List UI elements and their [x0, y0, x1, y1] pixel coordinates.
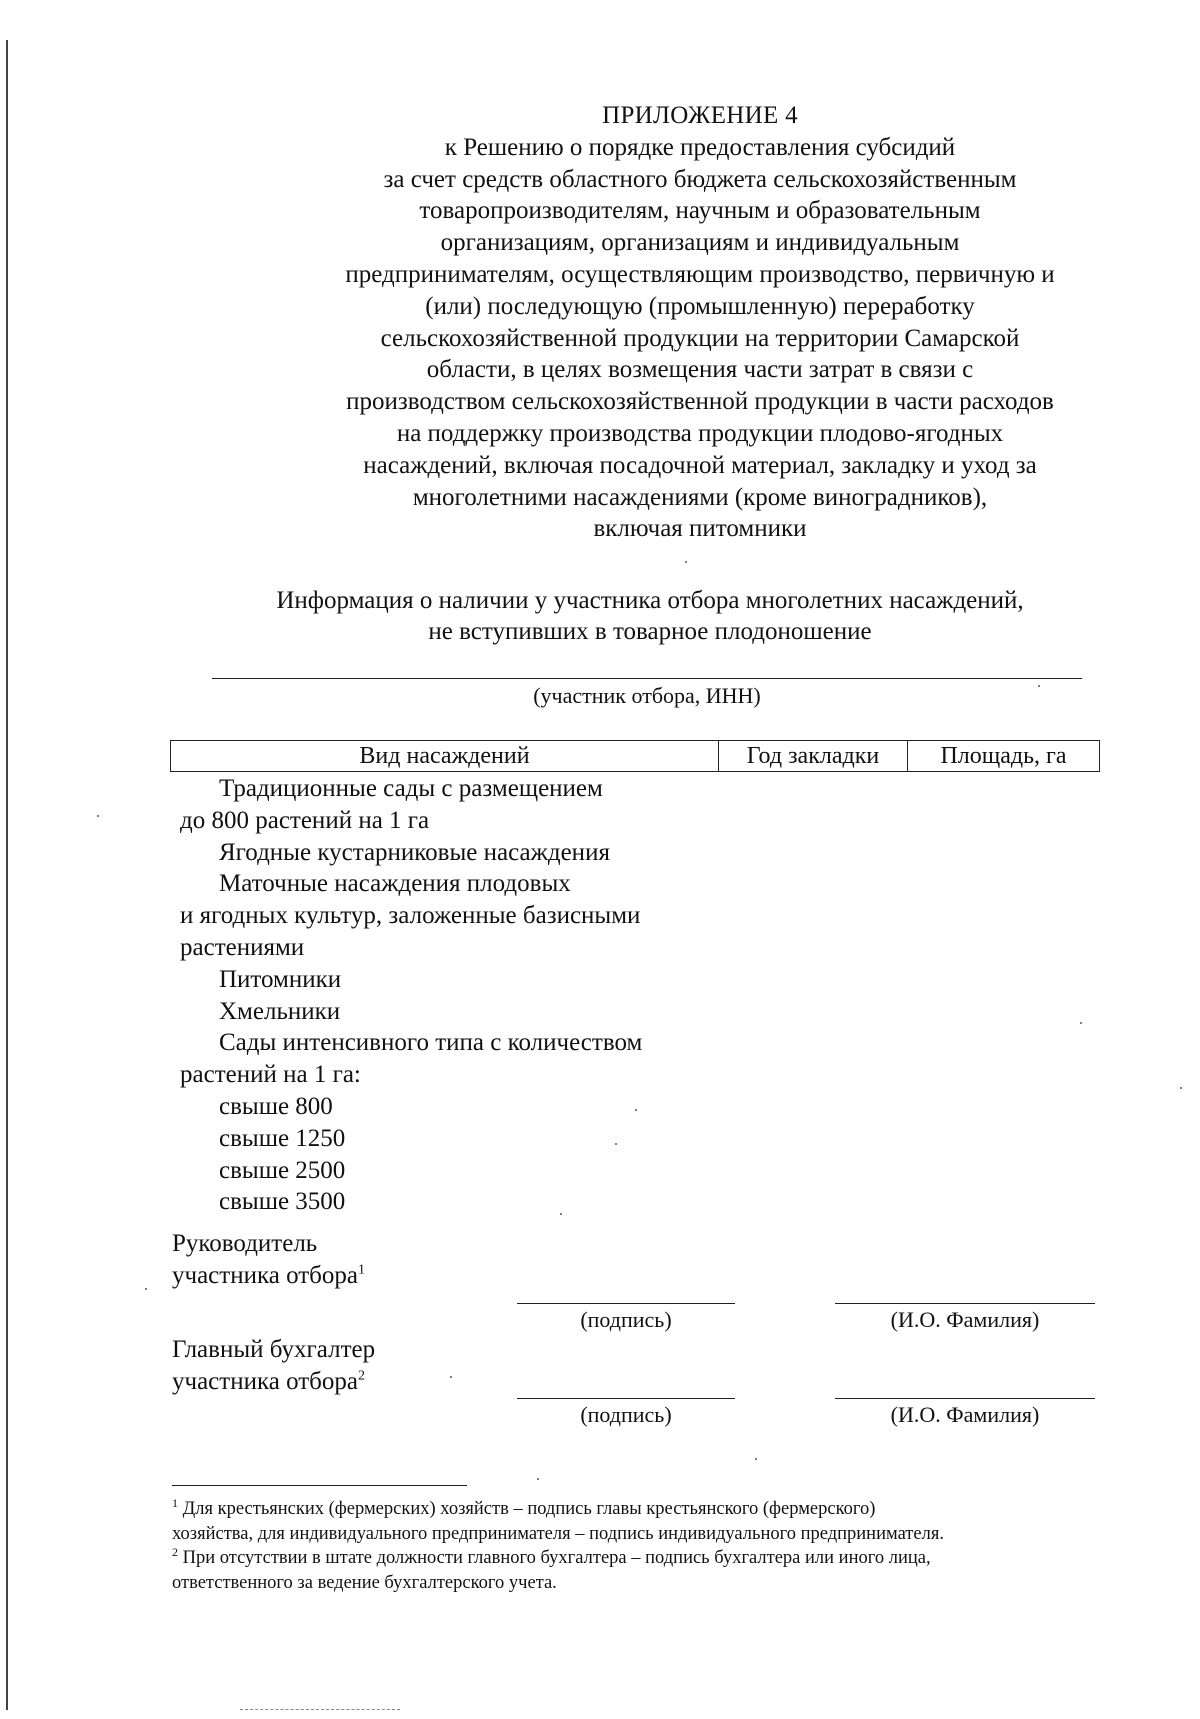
header-line: области, в целях возмещения части затрат в связи с: [426, 356, 974, 384]
header-line: (или) последующую (промышленную) переработку: [425, 292, 975, 320]
list-item: Хмельники: [219, 997, 341, 1025]
list-item: свыше 1250: [219, 1124, 346, 1152]
footnotes: [172, 1497, 1127, 1595]
scan-speck: [755, 1458, 757, 1460]
header-line: насаждений, включая посадочной материал, закладку и уход за: [363, 451, 1037, 479]
head-signature-line: [517, 1303, 735, 1304]
footnote-1-text: Для крестьянских (фермерских) хозяйств – подпись главы крестьянского (фермерского): [182, 1499, 876, 1519]
scan-speck: [685, 561, 687, 563]
head-label-line1: Руководитель: [172, 1230, 318, 1257]
header-line: многолетними насаждениями (кроме виноградников),: [412, 483, 988, 511]
accountant-name-line: [835, 1398, 1095, 1399]
footnote-1-line1: [172, 1497, 1127, 1522]
list-item: Ягодные кустарниковые насаждения: [219, 838, 610, 866]
planting-types-list: [180, 773, 720, 1218]
footnote-2-line1: [172, 1546, 1127, 1571]
footnote-ref: 2: [357, 1368, 365, 1384]
footnote-2-text: При отсутствии в штате должности главного бухгалтера – подпись бухгалтера или иного лица,: [182, 1548, 931, 1568]
column-header-area: Площадь, га: [940, 743, 1067, 769]
list-item: Маточные насаждения плодовых: [219, 870, 571, 898]
header-line: включая питомники: [593, 515, 807, 543]
column-header-year: Год закладки: [719, 741, 908, 771]
scan-speck: [615, 1143, 617, 1145]
list-item: и ягодных культур, заложенные базисными: [180, 902, 641, 930]
header-line: организациям, организациям и индивидуальным: [440, 229, 960, 257]
header-line: за счет средств областного бюджета сельскохозяйственным: [383, 165, 1017, 193]
header-line: на поддержку производства продукции плодово-ягодных: [396, 419, 1004, 447]
list-item: Питомники: [219, 965, 342, 993]
footnote-mark: 1: [172, 1495, 178, 1510]
list-item: растений на 1 га:: [180, 1061, 361, 1089]
accountant-signature-caption: (подпись): [580, 1402, 672, 1427]
header-line: производством сельскохозяйственной продукции в части расходов: [346, 388, 1054, 416]
header-line: предпринимателям, осуществляющим производство, первичную и: [345, 260, 1055, 288]
scan-speck: [560, 1213, 562, 1215]
list-item: Сады интенсивного типа с количеством: [219, 1029, 643, 1057]
appendix-title: ПРИЛОЖЕНИЕ 4: [602, 102, 798, 129]
header-line: сельскохозяйственной продукции на территории Самарской: [380, 324, 1020, 352]
header-line: товаропроизводителям, научным и образовательным: [419, 197, 981, 225]
list-item: Традиционные сады с размещением: [219, 775, 603, 802]
scan-speck: [450, 1376, 452, 1378]
info-heading: [200, 585, 1100, 647]
accountant-label-line1: Главный бухгалтер: [172, 1336, 376, 1363]
footnote-mark: 2: [172, 1544, 178, 1559]
footnote-2-line2: ответственного за ведение бухгалтерского учета.: [172, 1572, 557, 1593]
head-name-line: [835, 1303, 1095, 1304]
head-label-line2: участника отбора: [172, 1261, 358, 1289]
list-item: свыше 800: [219, 1092, 333, 1120]
accountant-name-caption: (И.О. Фамилия): [890, 1402, 1040, 1427]
participant-fill-line: [212, 678, 1082, 679]
accountant-label-line2: участника отбора: [172, 1367, 358, 1395]
scan-speck: [97, 815, 99, 817]
scan-speck: [635, 1109, 637, 1111]
footnote-1-line2: хозяйства, для индивидуального предпринимателя – подпись индивидуального предпринимателя.: [172, 1523, 944, 1544]
scan-speck: [1180, 1087, 1182, 1089]
footnote-ref: 1: [357, 1262, 365, 1278]
list-item: до 800 растений на 1 га: [180, 806, 430, 834]
scan-speck: [145, 1288, 147, 1290]
list-item: свыше 2500: [219, 1156, 346, 1184]
appendix-header: [270, 100, 1130, 545]
list-item: свыше 3500: [219, 1188, 346, 1216]
info-line: не вступивших в товарное плодоношение: [428, 618, 872, 645]
scan-speck: [1038, 685, 1040, 687]
info-line: Информация о наличии у участника отбора многолетних насаждений,: [276, 587, 1024, 614]
participant-caption: (участник отбора, ИНН): [533, 683, 761, 708]
scan-speck: [537, 1478, 539, 1480]
accountant-signature-label: [172, 1334, 375, 1398]
table-header: [170, 740, 1100, 772]
head-signature-caption: (подпись): [580, 1307, 672, 1332]
list-item: растениями: [180, 933, 305, 961]
scan-speck: [1080, 1022, 1082, 1024]
header-line: к Решению о порядке предоставления субсидий: [444, 133, 956, 161]
head-signature-label: [172, 1228, 365, 1292]
accountant-signature-line: [517, 1398, 735, 1399]
scan-left-edge: [6, 40, 8, 1710]
scan-bottom-mark: [240, 1709, 400, 1710]
footnote-separator: [172, 1485, 467, 1486]
column-header-type: Вид насаждений: [171, 741, 719, 771]
head-name-caption: (И.О. Фамилия): [890, 1307, 1040, 1332]
